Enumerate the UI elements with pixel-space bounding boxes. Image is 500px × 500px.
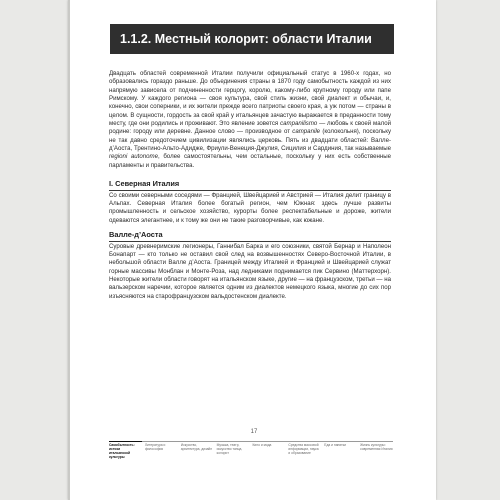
- section-heading-aosta: Валле-д’Аоста: [109, 230, 391, 242]
- footer-nav-item: Жизнь культуры: современная Италия: [360, 443, 393, 452]
- footer-nav-item: Музыка, театр, искусство танца, колорит: [216, 443, 243, 456]
- intro-paragraph: Двадцать областей современной Италии получили официальный статус в 1960-х годах, но образовались гораздо раньше. До объединения страны в 1870 году самобытность каждой из них напрямую зависела от подчиненности герцогу, королю, какому-либо крупному городу или папе Римскому. У каждого региона — своя культура, свой стиль жизни, свой диалект и обычаи, и, конечно, свои соперники, и их жители прежде всего патриоты своего края, а уж потом — страны в целом. В сущности, гордость за свой край у итальянцев зачастую выражается в преданности тому месту, где они родились и проживают. Это явление зовется campanilismo — любовь к своей малой родине: городу или деревне. Данное слово — производное от campanile (колокольня), поскольку не так давно средоточием цивилизации являлись церковь. Пять из двадцати областей: Валле-д’Аоста, Трентино-Альто-Адидже, Фриули-Венеция-Джулия, Сицилия и Сардиния, так называемые regioni autonome, более самостоятельны, чем остальные, поскольку у них есть собственные парламенты и правительства.: [109, 70, 392, 169]
- italic-term: campanilismo: [280, 120, 318, 128]
- footer-nav-item: Кино и мода: [252, 443, 272, 447]
- italic-term: campanile: [292, 128, 321, 136]
- aosta-paragraph: Суровые древнеримские легионеры, Ганнибал Барка и его союзники, святой Бернар и Наполеон Бонапарт — кто только не оставил свой след на возвышенностях Северо-Восточной Италии, в небольшой области Валле д’Аоста. Границей между Италией и Францией и Швейцарией служат горные массивы Монблан и Монте-Роза, над ледниками поднимается пик Сервино (Маттерхорн). Некоторые жители области говорят на итальянском языке, другие — на французском, третьи — на вальзерском наречии, которое является одним из диалектов немецкого языка, многие до сих пор изъясняются на старофранцузском вальдостенском диалекте.: [109, 242, 391, 300]
- body-text: [109, 70, 391, 301]
- footer-nav-item: Еда и напитки: [324, 443, 346, 447]
- page-spine-shadow: [68, 0, 70, 500]
- footer-navigation: [109, 443, 393, 459]
- page-number: 17: [250, 429, 258, 435]
- footer-divider: [109, 441, 393, 442]
- chapter-heading: [110, 24, 394, 54]
- footer-nav-item: Литература и философия: [144, 443, 166, 452]
- footer-nav-item: Самобытность: истоки итальянской культуры: [109, 441, 142, 459]
- section-heading-north: I. Северная Италия: [109, 179, 391, 191]
- north-paragraph: Со своими северными соседями — Францией, Швейцарией и Австрией — Италия делит границу в Альпах. Северная Италия более богатый регион, чем Южная: здесь лучше развиты промышленность и сельское хозяйство, курорты более респектабельные и дороже, жители одеваются элегантнее, и к тому же они не такие разговорчивые, как южане.: [109, 191, 391, 224]
- chapter-heading-text: 1.1.2. Местный колорит: области Италии: [120, 32, 372, 46]
- spacer: [109, 170, 391, 174]
- footer-nav-item: Искусство, архитектура, дизайн: [180, 443, 213, 452]
- footer-nav-item: Средства массовой информации, наука и образование: [288, 443, 319, 456]
- italic-term: regioni autonome: [109, 153, 159, 161]
